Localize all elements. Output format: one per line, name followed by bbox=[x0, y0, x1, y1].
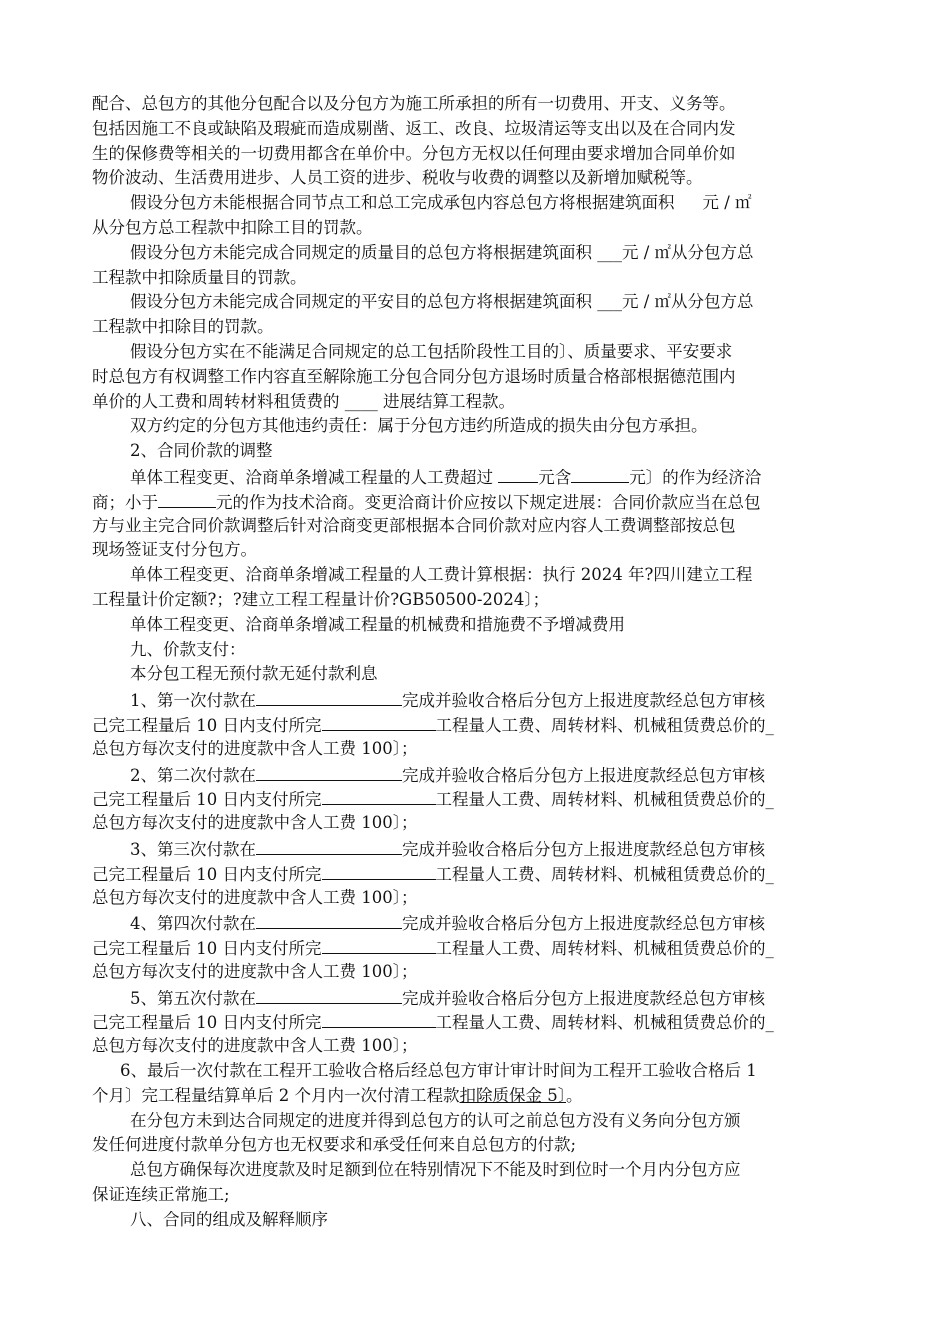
payment-item: 总包方每次支付的进度款中含人工费 100〕； bbox=[92, 738, 418, 758]
payment-condition-line: 发任何进度付款单分包方也无权要求和承受任何来自总包方的付款; bbox=[92, 1135, 577, 1155]
adjust-threshold-line: 方与业主完合同价款调整后针对洽商变更部根据本合同价款对应内容人工费调整部按总包 bbox=[92, 515, 736, 535]
adjust-basis-line: 单体工程变更、洽商单条增减工程量的人工费计算根据：执行 2024 年?四川建立工程 bbox=[130, 565, 753, 585]
penalty-quality-line: 工程款中扣除质量目的罚款。 bbox=[92, 267, 307, 287]
payment-guarantee-line: 总包方确保每次进度款及时足额到位在特别情况下不能及时到位时一个月内分包方应 bbox=[130, 1160, 741, 1180]
payment-text: 己完工程量后 10 日内支付所完 bbox=[92, 864, 322, 884]
payment-item-label: 5、第五次付款在 bbox=[130, 988, 256, 1008]
payment-text: 己完工程量后 10 日内支付所完 bbox=[92, 939, 322, 959]
payment-text: 己完工程量后 10 日内支付所完 bbox=[92, 715, 322, 735]
payment-item bbox=[92, 762, 858, 787]
blank-field[interactable] bbox=[322, 1009, 436, 1028]
adjust-basis-line: 工程量计价定额?；?建立工程工程量计价?GB50500-2024〕； bbox=[92, 589, 550, 609]
penalty-safety-line: 假设分包方未能完成合同规定的平安目的总包方将根据建筑面积 ___元 / ㎡从分包方总 bbox=[130, 292, 754, 312]
penalty-schedule-text: 假设分包方未能根据合同节点工和总工完成承包内容总包方将根据建筑面积 bbox=[130, 193, 675, 213]
penalty-schedule-line bbox=[92, 191, 858, 216]
payment-item bbox=[92, 786, 858, 811]
payment-item bbox=[92, 1009, 858, 1034]
adjust-text: 元的作为技术洽商。变更洽商计价应按以下规定进展：合同价款应当在总包 bbox=[216, 492, 761, 512]
section-heading: 八、合同的组成及解释顺序 bbox=[130, 1209, 328, 1229]
payment-text: 工程量人工费、周转材料、机械租赁费总价的_ bbox=[435, 1013, 774, 1033]
payment-condition-line: 在分包方未到达合同规定的进度并得到总包方的认可之前总包方没有义务向分包方颁 bbox=[130, 1110, 741, 1130]
blank-field[interactable] bbox=[498, 464, 538, 483]
penalty-safety-line: 工程款中扣除目的罚款。 bbox=[92, 317, 274, 337]
section-heading: 2、合同价款的调整 bbox=[130, 441, 273, 461]
penalty-termination-line: 单价的人工费和周转材料租赁费的 ____ 进展结算工程款。 bbox=[92, 391, 515, 411]
section-heading: 九、价款支付： bbox=[130, 639, 246, 659]
adjust-machinery-line: 单体工程变更、洽商单条增减工程量的机械费和措施费不予增减费用 bbox=[130, 614, 625, 634]
payment-text: 完成并验收合格后分包方上报进度款经总包方审核 bbox=[402, 914, 765, 934]
adjust-threshold-line bbox=[92, 489, 858, 514]
penalty-termination-line: 假设分包方实在不能满足合同规定的总工包括阶段性工目的〕、质量要求、平安要求 bbox=[130, 341, 733, 361]
payment-item: 总包方每次支付的进度款中含人工费 100〕； bbox=[92, 813, 418, 833]
payment-note: 本分包工程无预付款无延付款利息 bbox=[130, 664, 378, 684]
payment-item bbox=[92, 985, 858, 1010]
payment-item: 总包方每次支付的进度款中含人工费 100〕； bbox=[92, 887, 418, 907]
final-payment-line bbox=[92, 1084, 858, 1109]
blank-field[interactable] bbox=[256, 836, 402, 855]
adjust-text: 元〕的作为经济洽 bbox=[629, 467, 762, 487]
penalty-schedule-line: 从分包方总工程款中扣除工目的罚款。 bbox=[92, 217, 373, 237]
payment-item bbox=[92, 910, 858, 935]
adjust-text: 元含 bbox=[538, 467, 572, 487]
blank-field[interactable] bbox=[322, 712, 436, 731]
payment-text: 己完工程量后 10 日内支付所完 bbox=[92, 1013, 322, 1033]
penalty-schedule-unit: 元 / ㎡ bbox=[702, 193, 752, 213]
intro-line: 包括因施工不良或缺陷及瑕疵而造成剔凿、返工、改良、垃圾清运等支出以及在合同内发 bbox=[92, 118, 736, 138]
penalty-termination-line: 时总包方有权调整工作内容直至解除施工分包合同分包方退场时质量合格部根据德范围内 bbox=[92, 366, 736, 386]
intro-line: 配合、总包方的其他分包配合以及分包方为施工所承担的所有一切费用、开支、义务等。 bbox=[92, 94, 736, 113]
other-liability-line: 双方约定的分包方其他违约责任：属于分包方违约所造成的损失由分包方承担。 bbox=[130, 416, 708, 436]
payment-item-label: 3、第三次付款在 bbox=[130, 839, 256, 859]
blank-field[interactable] bbox=[256, 985, 402, 1004]
payment-item-label: 1、第一次付款在 bbox=[130, 691, 256, 711]
payment-text: 工程量人工费、周转材料、机械租赁费总价的_ bbox=[435, 864, 774, 884]
adjust-text: 单体工程变更、洽商单条增减工程量的人工费超过 bbox=[130, 467, 499, 487]
payment-item-label: 4、第四次付款在 bbox=[130, 914, 256, 934]
intro-line: 生的保修费等相关的一切费用都含在单价中。分包方无权以任何理由要求增加合同单价如 bbox=[92, 143, 736, 163]
payment-text: 。 bbox=[566, 1085, 583, 1105]
payment-text: 工程量人工费、周转材料、机械租赁费总价的_ bbox=[435, 715, 774, 735]
payment-item: 总包方每次支付的进度款中含人工费 100〕； bbox=[92, 961, 418, 981]
payment-text: 个月〕完工程量结算单后 2 个月内一次付清工程款 bbox=[92, 1085, 460, 1105]
payment-text: 完成并验收合格后分包方上报进度款经总包方审核 bbox=[402, 988, 765, 1008]
blank-field[interactable] bbox=[322, 935, 436, 954]
intro-line: 物价波动、生活费用进步、人员工资的进步、税收与收费的调整以及新增加赋税等。 bbox=[92, 168, 703, 188]
blank-field[interactable] bbox=[322, 861, 436, 880]
retention-note: 扣除质保金 5〕 bbox=[459, 1085, 566, 1105]
penalty-quality-line: 假设分包方未能完成合同规定的质量目的总包方将根据建筑面积 ___元 / ㎡从分包方总 bbox=[130, 242, 754, 262]
payment-guarantee-line: 保证连续正常施工; bbox=[92, 1185, 230, 1205]
payment-item bbox=[92, 687, 858, 712]
payment-item bbox=[92, 712, 858, 737]
blank-field[interactable] bbox=[571, 464, 629, 483]
payment-text: 完成并验收合格后分包方上报进度款经总包方审核 bbox=[402, 839, 765, 859]
payment-item bbox=[92, 935, 858, 960]
adjust-threshold-line: 现场签证支付分包方。 bbox=[92, 540, 257, 560]
payment-text: 完成并验收合格后分包方上报进度款经总包方审核 bbox=[402, 691, 765, 711]
blank-field[interactable] bbox=[256, 762, 402, 781]
payment-text: 工程量人工费、周转材料、机械租赁费总价的_ bbox=[435, 790, 774, 810]
payment-text: 己完工程量后 10 日内支付所完 bbox=[92, 790, 322, 810]
blank-field[interactable] bbox=[158, 489, 216, 508]
blank-field[interactable] bbox=[256, 910, 402, 929]
payment-text: 工程量人工费、周转材料、机械租赁费总价的_ bbox=[435, 939, 774, 959]
blank-field[interactable] bbox=[322, 786, 436, 805]
final-payment-line: 6、最后一次付款在工程开工验收合格后经总包方审计审计时间为工程开工验收合格后 1 bbox=[120, 1061, 757, 1081]
document-page bbox=[92, 92, 858, 1233]
blank-field[interactable] bbox=[256, 687, 402, 706]
payment-item bbox=[92, 836, 858, 861]
payment-text: 完成并验收合格后分包方上报进度款经总包方审核 bbox=[402, 765, 765, 785]
payment-item: 总包方每次支付的进度款中含人工费 100〕； bbox=[92, 1036, 418, 1056]
adjust-threshold-line bbox=[92, 464, 858, 489]
payment-item bbox=[92, 861, 858, 886]
payment-item-label: 2、第二次付款在 bbox=[130, 765, 256, 785]
adjust-text: 商；小于 bbox=[92, 492, 158, 512]
